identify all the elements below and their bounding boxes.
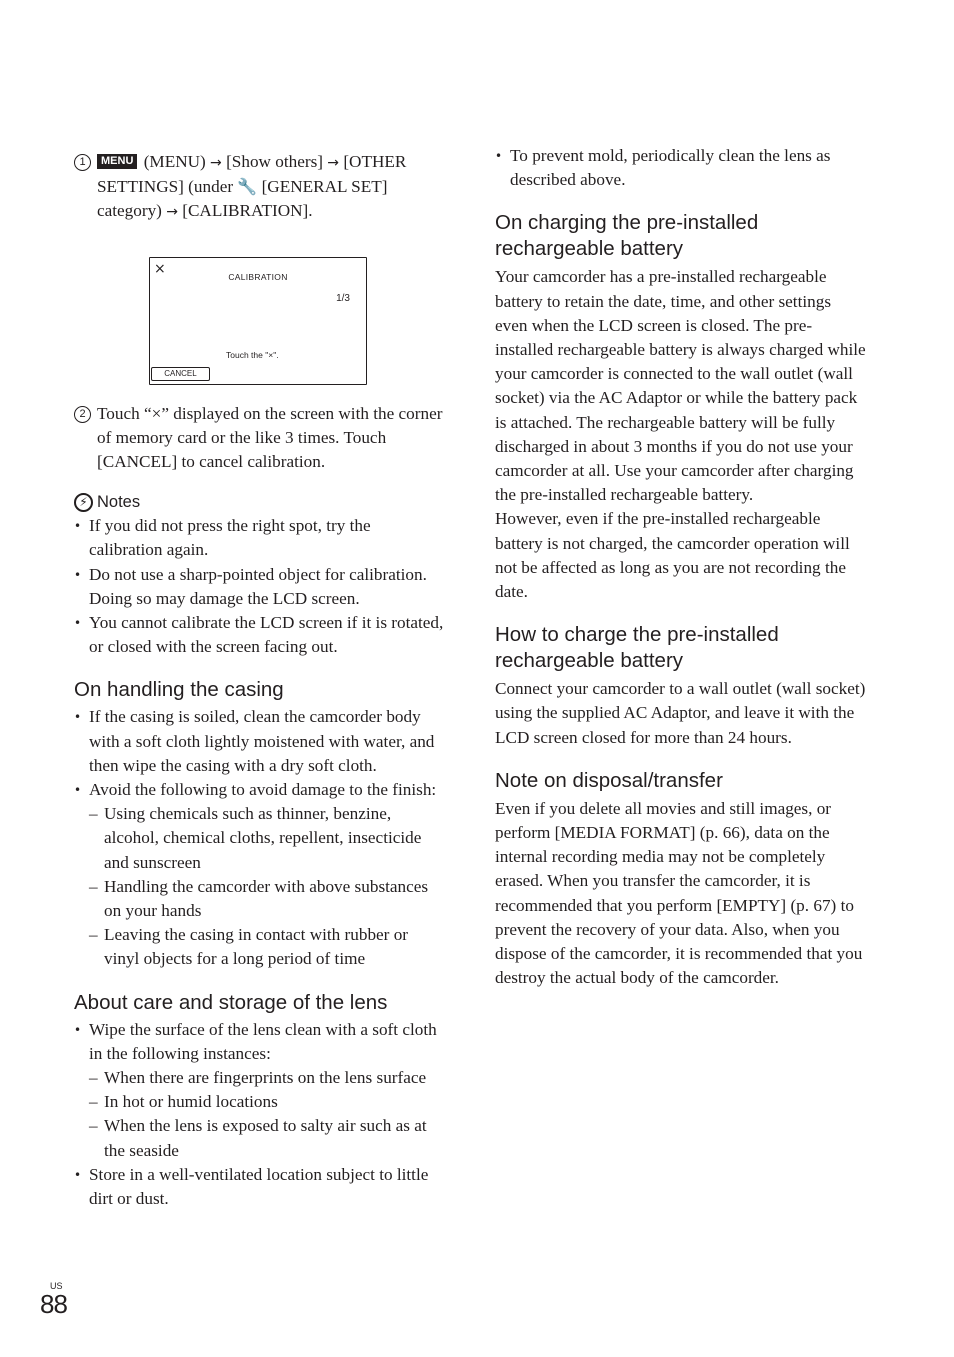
step-2-text: Touch “×” displayed on the screen with the corner of memory card or the like 3 times. Touch [CANCEL] to cancel calibration. xyxy=(97,403,443,472)
howto-heading: How to charge the pre-installed rechargeable battery xyxy=(495,623,779,673)
notes-header xyxy=(74,490,446,514)
step-1-text-e: [CALIBRATION]. xyxy=(182,201,313,221)
charging-paragraph-2: However, even if the pre-installed rechargeable battery is not charged, the camcorder operation will not be affected as long as you are not recording the date. xyxy=(495,509,850,602)
mold-list xyxy=(495,144,867,192)
sublist-item: – Handling the camcorder with above substances on your hands xyxy=(89,875,446,923)
screen-title: CALIBRATION xyxy=(228,272,288,282)
lens-heading: About care and storage of the lens xyxy=(74,990,388,1014)
list-item: • Store in a well-ventilated location subject to little dirt or dust. xyxy=(74,1163,446,1211)
step-1-text-a: (MENU) xyxy=(143,152,206,171)
sublist-item: – When the lens is exposed to salty air such as at the seaside xyxy=(89,1114,446,1162)
casing-sublist xyxy=(89,802,446,971)
cancel-button: CANCEL xyxy=(151,367,210,381)
charging-paragraph-1: Your camcorder has a pre-installed rechargeable battery to retain the date, time, and other settings even when the LCD screen is closed. The pre-installed rechargeable battery is always charged while your camcorder is connected to the wall outlet (wall socket) via the AC Adaptor or while the battery pack is attached. The rechargeable battery will be fully discharged in about 3 months if you do not use your camcorder at all. Use your camcorder after charging the pre-installed rechargeable battery. xyxy=(495,267,866,505)
step-number-2: 2 xyxy=(74,406,91,423)
page-number xyxy=(40,1281,67,1317)
step-1-text-d: [GENERAL SET] category) xyxy=(97,177,388,221)
calibration-screen-illustration xyxy=(149,257,367,385)
step-number-1: 1 xyxy=(74,154,91,171)
right-column xyxy=(495,144,867,990)
charging-heading: On charging the pre-installed rechargeable battery xyxy=(495,211,759,261)
wrench-icon: 🔧 xyxy=(237,177,258,197)
region-label: US xyxy=(50,1281,63,1291)
sublist-item: – When there are fingerprints on the lens surface xyxy=(89,1066,446,1090)
notes-list xyxy=(74,514,446,659)
notes-icon: ⚡ xyxy=(74,493,93,512)
menu-icon: MENU xyxy=(97,154,137,169)
lens-sublist xyxy=(89,1066,446,1163)
step-1-text-b: [Show others] xyxy=(226,152,323,171)
screen-page-indicator: 1/3 xyxy=(336,293,350,304)
sublist-item: – Leaving the casing in contact with rubber or vinyl objects for a long period of time xyxy=(89,923,446,971)
notes-title: Notes xyxy=(97,493,141,512)
sublist-item: – Using chemicals such as thinner, benzine, alcohol, chemical cloths, repellent, insecticide and sunscreen xyxy=(89,802,446,875)
howto-paragraph: Connect your camcorder to a wall outlet (wall socket) using the supplied AC Adaptor, and leave it with the LCD screen closed for more than 24 hours. xyxy=(495,679,866,747)
close-icon: × xyxy=(154,261,166,277)
list-item xyxy=(74,1018,446,1163)
step-2 xyxy=(74,402,446,475)
step-1-text-c: [OTHER SETTINGS] (under xyxy=(97,152,407,197)
left-column xyxy=(74,150,446,1211)
sublist-item: – In hot or humid locations xyxy=(89,1090,446,1114)
list-item: • If you did not press the right spot, try the calibration again. xyxy=(74,514,446,562)
screen-instruction: Touch the "×". xyxy=(226,350,279,360)
disposal-heading: Note on disposal/transfer xyxy=(495,768,723,792)
list-item xyxy=(74,778,446,972)
list-item-text: Avoid the following to avoid damage to the finish: xyxy=(89,780,437,800)
arrow-right-icon: → xyxy=(166,204,178,221)
page-number-value: 88 xyxy=(40,1289,67,1319)
list-item: • Do not use a sharp-pointed object for calibration. Doing so may damage the LCD screen. xyxy=(74,563,446,611)
list-item: • You cannot calibrate the LCD screen if it is rotated, or closed with the screen facing out. xyxy=(74,611,446,659)
list-item: • If the casing is soiled, clean the camcorder body with a soft cloth lightly moistened with water, and then wipe the casing with a dry soft cloth. xyxy=(74,705,446,778)
arrow-right-icon: → xyxy=(210,155,222,171)
step-1 xyxy=(74,150,446,225)
list-item-text: Wipe the surface of the lens clean with a soft cloth in the following instances: xyxy=(89,1019,437,1063)
lens-list xyxy=(74,1018,446,1212)
casing-list xyxy=(74,705,446,971)
casing-heading: On handling the casing xyxy=(74,678,284,702)
disposal-paragraph: Even if you delete all movies and still images, or perform [MEDIA FORMAT] (p. 66), data on the internal recording media may not be completely erased. When you transfer the camcorder, it is recommended that you perform [EMPTY] (p. 67) to prevent the recovery of your data. Also, when you dispose of the camcorder, it is recommended that you destroy the actual body of the camcorder. xyxy=(495,798,863,988)
list-item: • To prevent mold, periodically clean the lens as described above. xyxy=(495,144,867,192)
arrow-right-icon: → xyxy=(327,155,340,171)
